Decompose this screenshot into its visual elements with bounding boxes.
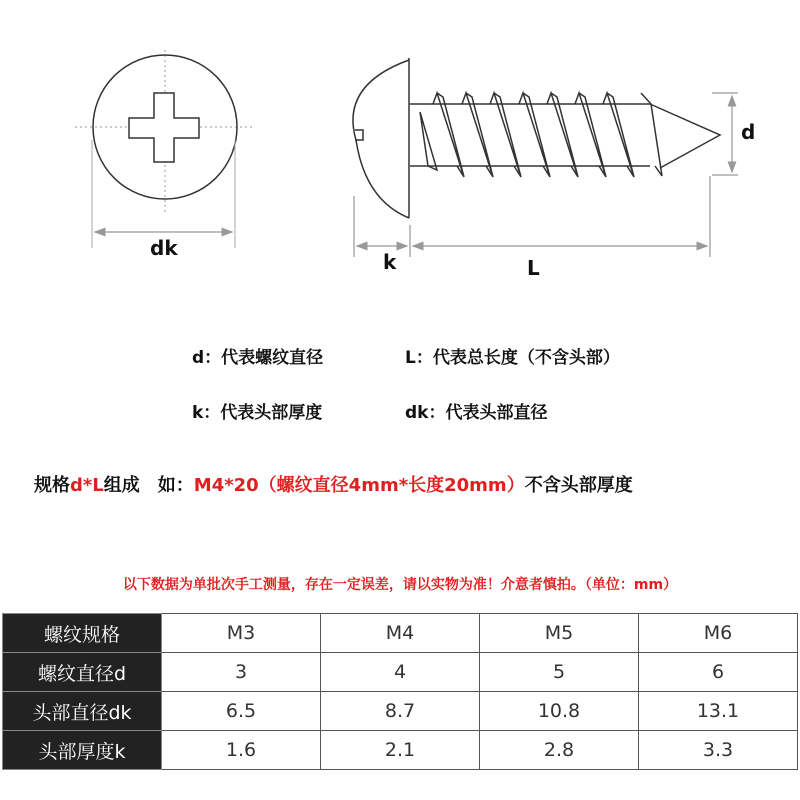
spec-formula: d*L — [70, 475, 104, 496]
thread — [462, 93, 493, 177]
table-cell: 10.8 — [480, 692, 639, 731]
thread — [603, 93, 634, 177]
table-cell: 2.1 — [321, 731, 480, 770]
table-row — [3, 731, 798, 770]
table-row — [3, 692, 798, 731]
measurement-note: 以下数据为单批次手工测量，存在一定误差，请以实物为准！介意者慎拍。（单位：mm） — [122, 577, 678, 593]
d-label: d — [741, 120, 756, 144]
thread — [420, 93, 662, 176]
table-cell: 1.6 — [162, 731, 321, 770]
dk-label: dk — [150, 236, 178, 260]
legend-d: d：代表螺纹直径 — [192, 348, 324, 368]
screw-diagram — [0, 0, 800, 300]
row-header: 螺纹规格 — [3, 614, 162, 653]
spec-prefix: 规格 — [34, 475, 70, 496]
row-header: 头部厚度k — [3, 731, 162, 770]
table-cell: M6 — [639, 614, 798, 653]
table-cell: 13.1 — [639, 692, 798, 731]
row-header: 头部直径dk — [3, 692, 162, 731]
L-label: L — [527, 256, 540, 280]
spec-line — [34, 471, 633, 497]
table-cell: 4 — [321, 653, 480, 692]
legend-k: k：代表头部厚度 — [192, 403, 323, 423]
thread — [519, 93, 550, 177]
table-cell: M3 — [162, 614, 321, 653]
spec-mid: 组成 如： — [103, 475, 194, 496]
table-row — [3, 653, 798, 692]
legend-L: L：代表总长度（不含头部） — [405, 348, 620, 368]
thread — [490, 93, 521, 177]
phillips-cross — [129, 93, 199, 162]
table-cell: 3 — [162, 653, 321, 692]
spec-example: M4*20（螺纹直径4mm*长度20mm） — [193, 475, 525, 496]
k-label: k — [383, 250, 397, 274]
table-cell: M5 — [480, 614, 639, 653]
table-row — [3, 614, 798, 653]
head-top-view — [75, 50, 255, 248]
legend-dk: dk：代表头部直径 — [405, 403, 548, 423]
screw-side-view — [353, 58, 720, 218]
table-cell: 2.8 — [480, 731, 639, 770]
thread — [433, 93, 464, 177]
table-cell: 6 — [639, 653, 798, 692]
spec-table — [2, 613, 798, 770]
table-cell: 8.7 — [321, 692, 480, 731]
spec-suffix: 不含头部厚度 — [524, 475, 633, 496]
thread — [547, 93, 578, 177]
table-cell: 5 — [480, 653, 639, 692]
row-header: 螺纹直径d — [3, 653, 162, 692]
table-cell: 6.5 — [162, 692, 321, 731]
thread — [575, 93, 606, 177]
table-cell: M4 — [321, 614, 480, 653]
table-cell: 3.3 — [639, 731, 798, 770]
